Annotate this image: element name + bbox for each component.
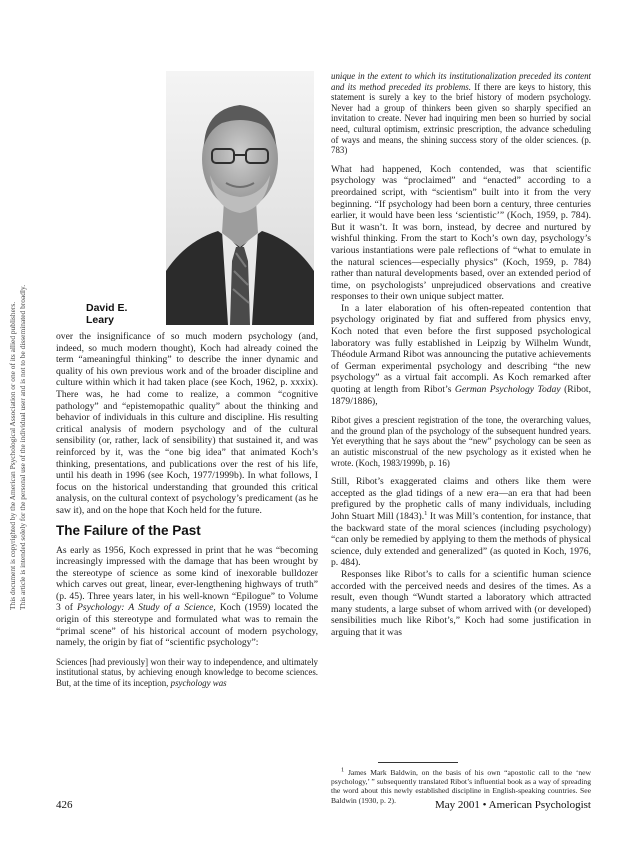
left-paragraph-2-text: As early as 1956, Koch expressed in print that he was “becoming increasingly impressed with the damage that has been wrought by the stereotype of science as some kind of inexorable bulldozer which carves out great, linear, ever-lengthening highways of truth” (p. 45). Three years later, in his well-known “Epilogue” to Volume 3 of [56,544,318,614]
footnote-number: 1 [341,766,345,774]
author-caption: David E. Leary [86,302,128,326]
footnote-rule [378,762,458,763]
left-paragraph-2-end: , Koch (1959) located the origin of this stereotype and formulated what was to remain the “primal scene” of his historical account of modern psychology, namely, the origin by fiat of “scientific psychology”: [56,602,318,649]
page-number: 426 [56,799,73,811]
left-quote-text: Sciences [had previously] won their way to independence, and ultimately institutional status, by achieving enough knowledge to become sciences. But, at the time of its inception, [56,656,318,689]
author-photo [166,71,314,325]
right-paragraph-2-text: In a later elaboration of his often-repeated contention that psychology originated by fiat and suffered from physics envy, Koch noted that even before the first supposed psychological laboratory was fully established in Leipzig by Wilhelm Wundt, Théodule Armand Ribot was announcing the putative achievements of German experimental psychology and describing “the new psychology” as a virtual fait accompli. As Koch remarked after quoting at length from Ribot’s [331,302,591,396]
left-paragraph-2 [56,545,318,649]
right-block-quote-1 [331,71,591,156]
left-column [56,331,318,697]
right-column [331,71,591,639]
right-paragraph-2-end: (Ribot, 1879/1886), [331,384,591,407]
right-paragraph-3 [331,476,591,569]
right-paragraph-2 [331,303,591,407]
right-quote-italic: unique in the extent to which its institutionalization preceded its content and its method preceded its problems. [331,71,591,92]
section-heading: The Failure of the Past [56,522,201,538]
right-paragraph-2-italic: German Psychology Today [454,384,561,396]
author-portrait-image [166,71,314,325]
right-paragraph-1: What had happened, Koch contended, was that scientific psychology was “proclaimed” and “enacted” according to a preordained script, with “scientism” built into it from the very beginning. “If psychology had been born a century, three centuries earlier, it would have been less ‘scientistic’” (Koch, 1959, p. 784). But it wasn’t. It was born, instead, by decree and nurtured by wishful thinking. From the start to Koch’s own day, psychology’s various instantiations were pale reflections of “what to emulate in the natural sciences—especially physics” (Koch, 1959, p. 784) rather than natural developments based, over an extended period of time, on psychologists’ unprejudiced observations and creative responses to their own unique subject matter. [331,163,591,303]
right-paragraph-3-end: It was Mill’s contention, for instance, that the backward state of the moral sciences (including psychology) “can only be remedied by applying to them the methods of physical science, duly extended and generalized” (as quoted in Koch, 1976, p. 484). [331,510,591,569]
running-footer: May 2001 • American Psychologist [434,799,591,811]
right-quote-rest: If there are keys to history, this statement is surely a key to the brief history of modern psychology. Never had a group of thinkers been given so sharply specified an invitation to create. Never had inquiring men been so hurried by social need, cultural optimism, extrinsic prescription, the advance scheduling of ways and means, the shining success story of the older sciences. (p. 783) [331,81,591,156]
right-paragraph-3-text: Still, Ribot’s exaggerated claims and others like them were accepted as the glad tidings of a new era—an era that had been prefigured by the prophetic calls of many individuals, including John Stuart Mill (1843). [331,476,591,522]
left-paragraph-1: over the insignificance of so much modern psychology (and, indeed, so much modern thought), Koch had already coined the term “ameaningful thinking” to describe the inner dynamic and quality of his own previous work and of the broader discipline and culture within which it had taken place (see Koch, 1962, p. xxxix). There was, he had come to realize, a common “cognitive pathology” and “epistemopathic quality” about the thinking and behavior of individuals in this culture and discipline. His resulting critical analysis of modern psychology and of the cultural sensibility (or, rather, lack of sensibility) that sustained it, and was reinforced by it, was the “one big idea” that animated Koch’s thinking, presentations, and publications over the rest of his life, until his death in 1996 (see Koch, 1977/1999b). In what follows, I focus on the historical understanding that grounded this critical analysis, on the cultural context of psychology’s predicament (as he saw it), and on the hope that Koch held for the future. [56,331,318,516]
footnote-marker: 1 [424,509,428,517]
copyright-line-2: This article is intended solely for the personal use of the individual user and is not to be disseminated broadly. [18,284,27,610]
left-block-quote [56,657,318,689]
copyright-line-1: This document is copyrighted by the American Psychological Association or one of its allied publishers. [8,301,17,610]
left-quote-italic: psychology was [170,678,227,689]
copyright-notice [8,250,48,610]
right-paragraph-4: Responses like Ribot’s to calls for a scientific human science accorded with the perceived needs and desires of the times. As a result, even though “Wundt started a laboratory which attracted many students, a large subset of whom arrived with (or developed) sensibilities much like Ribot’s,” Koch had some justification in arguing that it was [331,568,591,638]
right-block-quote-2: Ribot gives a prescient registration of the tone, the overarching values, and the ground plan of the psychology of the subsequent hundred years. Yet everything that he says about the “new” psychology can be seen as an autistic misconstrual of the new psychology as it existed when he wrote. (Koch, 1983/1999b, p. 16) [331,415,591,468]
footnote-body: James Mark Baldwin, on the basis of his own “apostolic call to the ‘new psychology,’ ” subsequently translated Ribot’s influential book as a way of spreading the word about this newly established discipline in English-speaking countries. See Baldwin (1930, p. 2). [331,768,591,805]
left-paragraph-2-italic: Psychology: A Study of a Science [77,602,214,614]
